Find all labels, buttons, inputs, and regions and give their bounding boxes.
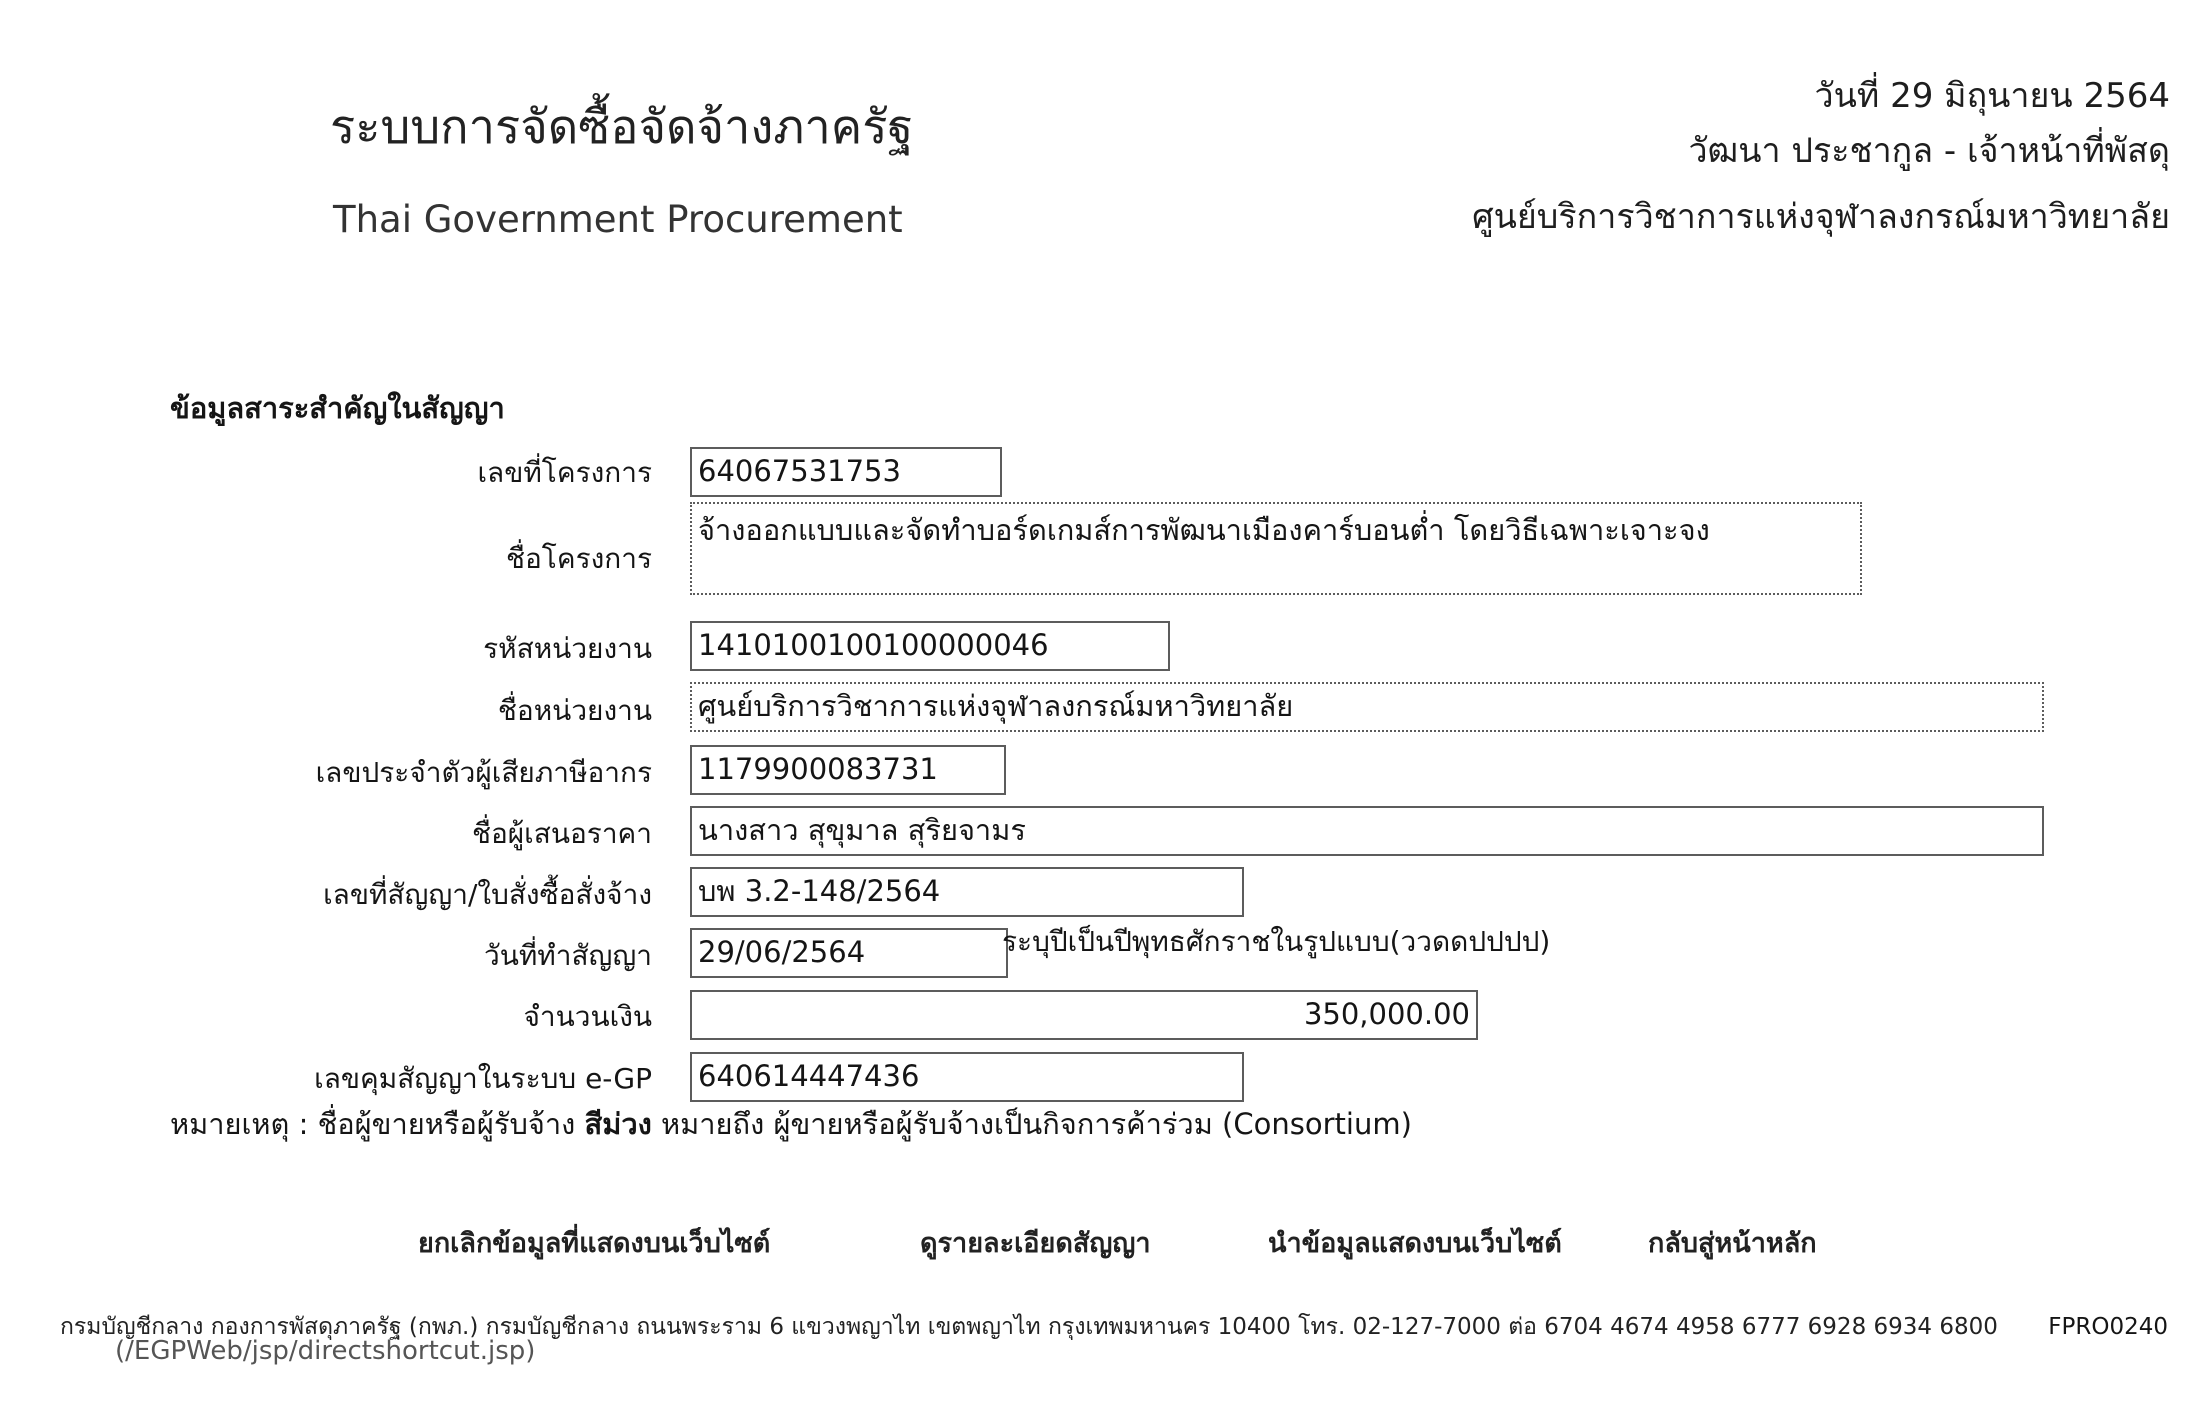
bidder-name-label: ชื่อผู้เสนอราคา [471,817,652,850]
contract-date-format-note: ระบุปีเป็นปีพุทธศักราชในรูปแบบ(ววดดปปปป) [1002,925,1551,958]
contract-date-field[interactable]: 29/06/2564 [690,928,1008,978]
footer-page-path: (/EGPWeb/jsp/directshortcut.jsp) [115,1336,536,1366]
project-no-label: เลขที่โครงการ [477,456,652,489]
cancel-web-display-link[interactable]: ยกเลิกข้อมูลที่แสดงบนเว็บไซต์ [418,1228,771,1259]
agency-name-field[interactable]: ศูนย์บริการวิชาการแห่งจุฬาลงกรณ์มหาวิทยาลัย [690,682,2044,732]
tax-id-field[interactable]: 1179900083731 [690,745,1006,795]
remark-prefix: หมายเหตุ : ชื่อผู้ขายหรือผู้รับจ้าง [170,1107,576,1141]
agency-code-label: รหัสหน่วยงาน [483,632,652,665]
amount-field[interactable]: 350,000.00 [690,990,1478,1040]
footer-page-code: FPRO0240 [2048,1314,2168,1340]
egp-control-no-label: เลขคุมสัญญาในระบบ e-GP [314,1062,652,1095]
footer-address: กรมบัญชีกลาง กองการพัสดุภาครัฐ (กพภ.) กรมบัญชีกลาง ถนนพระราม 6 แขวงพญาไท เขตพญาไท กรุงเทพมหานคร 10400 โทร. 02-127-7000 ต่อ 6704 4674 4958 6777 6928 6934 6800 [60,1314,1998,1340]
back-to-home-link[interactable]: กลับสู่หน้าหลัก [1648,1228,1817,1259]
project-name-field[interactable]: จ้างออกแบบและจัดทำบอร์ดเกมส์การพัฒนาเมืองคาร์บอนต่ำ โดยวิธีเฉพาะเจาะจง [690,502,1862,595]
section-title: ข้อมูลสาระสำคัญในสัญญา [170,391,505,425]
contract-no-label: เลขที่สัญญา/ใบสั่งซื้อสั่งจ้าง [323,878,652,911]
contract-no-field[interactable]: บพ 3.2-148/2564 [690,867,1244,917]
project-no-field[interactable]: 64067531753 [690,447,1002,497]
egp-control-no-field[interactable]: 640614447436 [690,1052,1244,1102]
remark-highlight: สีม่วง [584,1107,652,1141]
bidder-name-field[interactable]: นางสาว สุขุมาล สุริยจามร [690,806,2044,856]
tax-id-label: เลขประจำตัวผู้เสียภาษีอากร [315,756,652,789]
remark-note [170,1104,1412,1144]
header-department: ศูนย์บริการวิชาการแห่งจุฬาลงกรณ์มหาวิทยาลัย [1472,197,2170,237]
remark-suffix: หมายถึง ผู้ขายหรือผู้รับจ้างเป็นกิจการค้าร่วม (Consortium) [661,1107,1412,1141]
header-date: วันที่ 29 มิถุนายน 2564 [1814,76,2170,116]
agency-name-label: ชื่อหน่วยงาน [497,694,652,727]
agency-code-field[interactable]: 1410100100100000046 [690,621,1170,671]
system-title-th: ระบบการจัดซื้อจัดจ้างภาครัฐ [330,100,914,155]
system-title-en: Thai Government Procurement [333,198,903,241]
project-name-label: ชื่อโครงการ [505,542,652,575]
publish-to-website-link[interactable]: นำข้อมูลแสดงบนเว็บไซต์ [1268,1228,1562,1259]
amount-label: จำนวนเงิน [523,1000,652,1033]
header-user: วัฒนา ประชากูล - เจ้าหน้าที่พัสดุ [1688,131,2170,171]
contract-date-label: วันที่ทำสัญญา [483,939,652,972]
view-contract-details-link[interactable]: ดูรายละเอียดสัญญา [920,1228,1151,1259]
